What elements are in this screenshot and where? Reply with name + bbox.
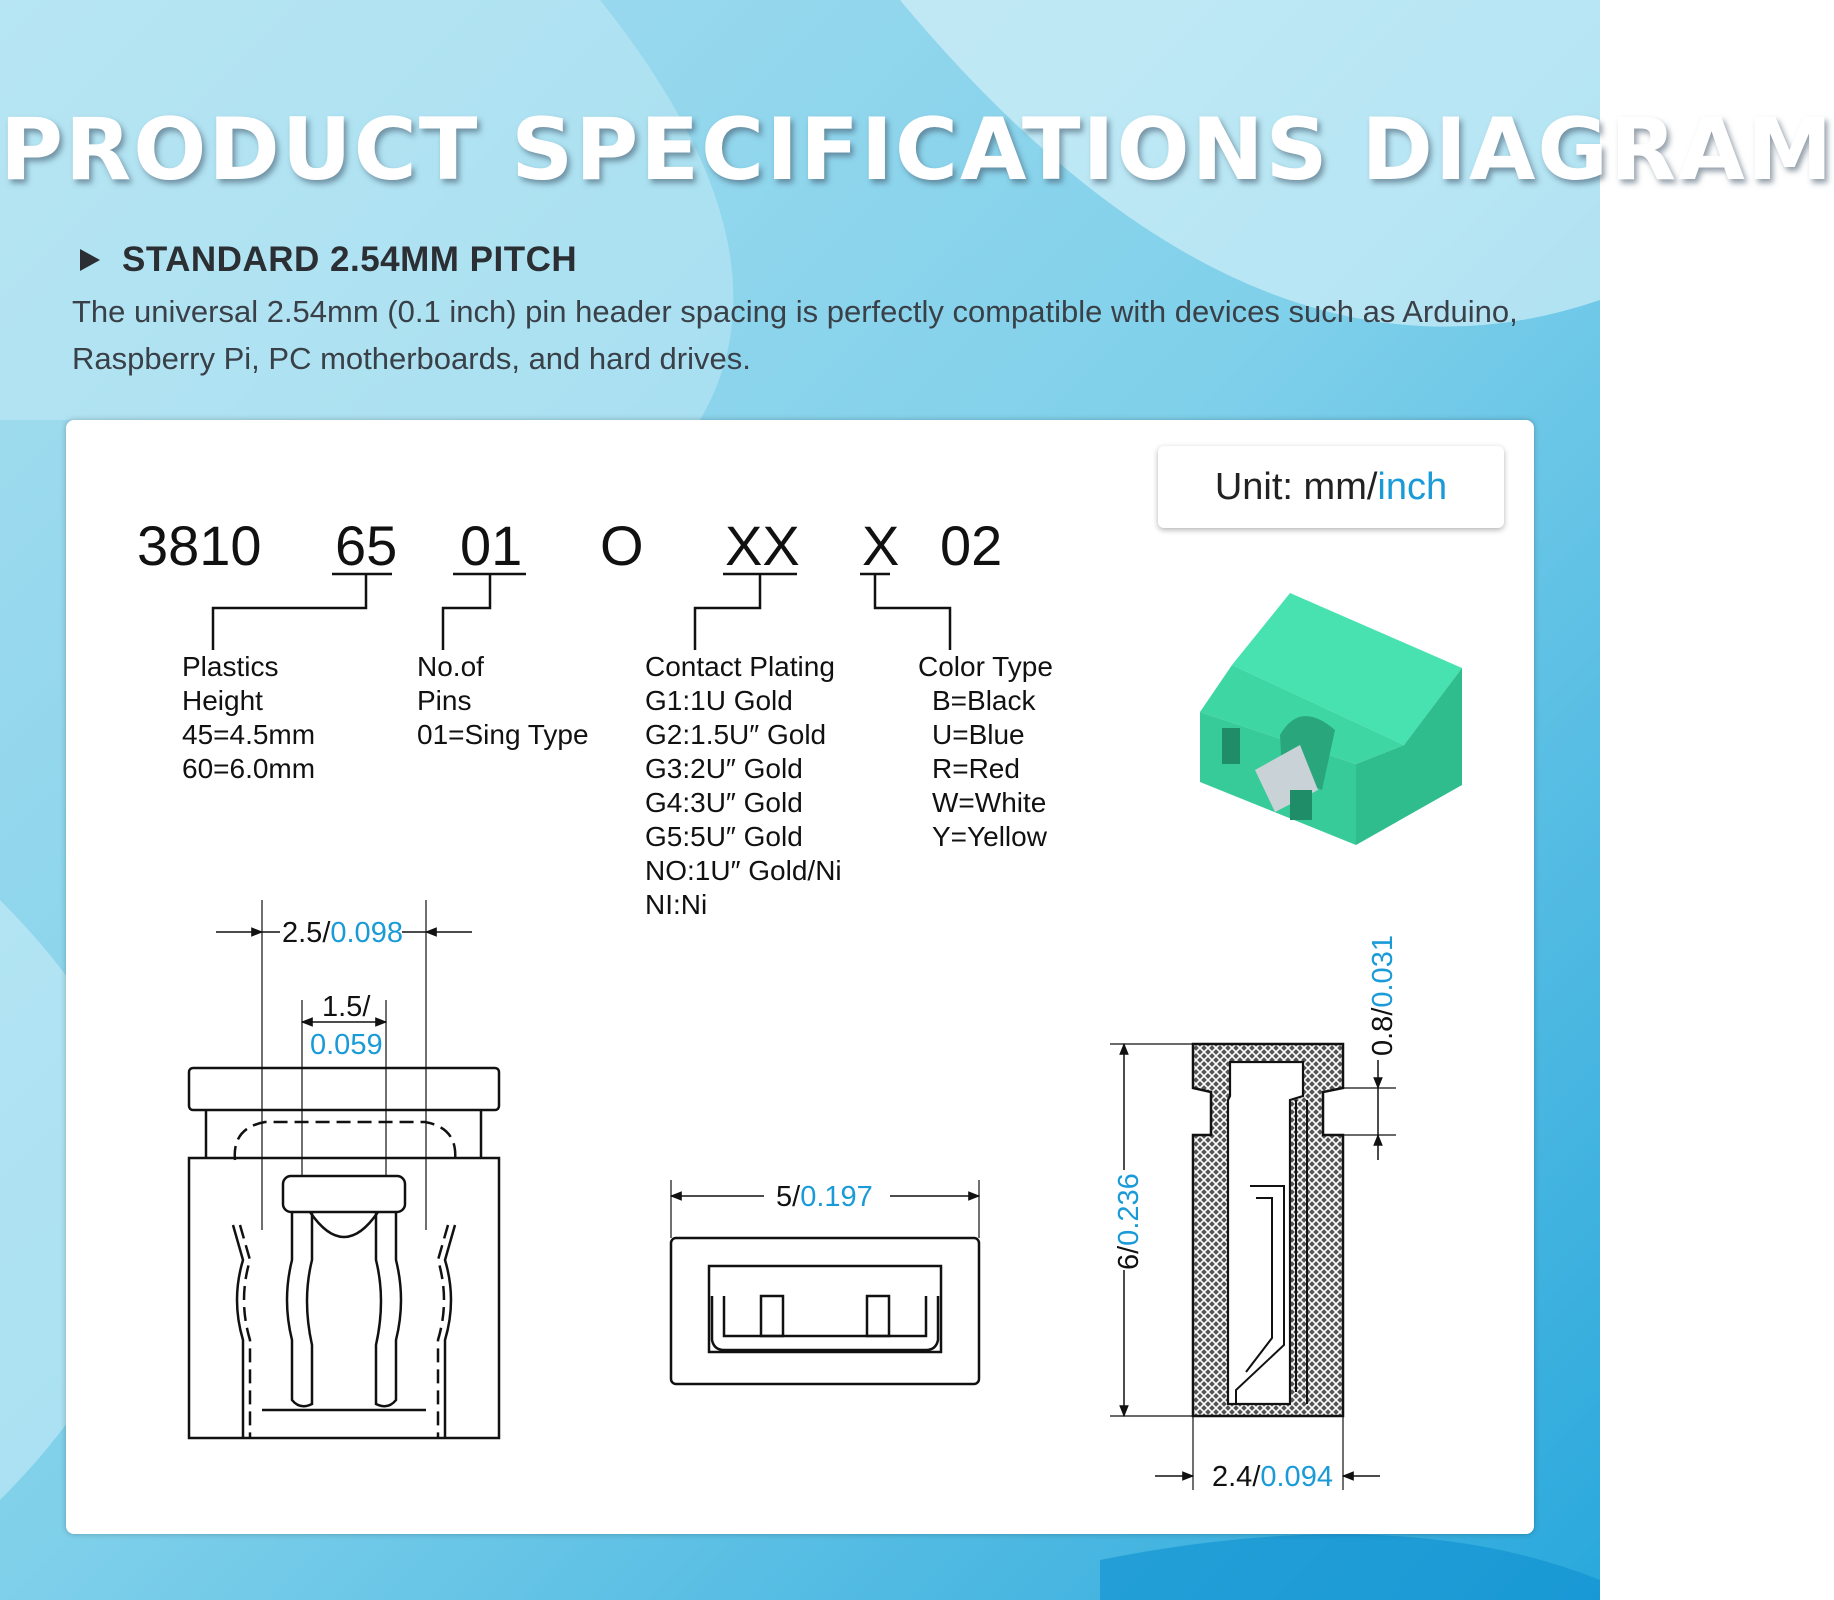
legend-color-line: R=Red [932,753,1020,784]
unit-label: Unit: mm/ [1214,465,1378,508]
code-o: O [600,514,644,577]
legend-plating-line: G5:5U″ Gold [645,821,803,852]
contact-gap-inch: 0.059 [310,1029,383,1061]
pitch-dimension [216,917,472,949]
code-color: X [862,514,900,577]
legend-plastics-line: Height [182,685,263,716]
width-inch: 0.197 [800,1181,873,1213]
contact-gap-dimension [302,991,386,1061]
wall-dimension [1367,935,1399,1160]
code-plating: XX [725,514,800,577]
legend-color-line: U=Blue [932,719,1025,750]
legend-pins-line: 01=Sing Type [417,719,589,750]
width-label [776,1181,873,1213]
jumper-cap-image [1200,593,1462,845]
legend-plating-line: Contact Plating [645,651,835,682]
depth-dimension [1155,1461,1380,1493]
legend-plating-line: G2:1.5U″ Gold [645,719,827,750]
legend-plating-line: NO:1U″ Gold/Ni [645,855,842,886]
pitch-label [282,917,403,949]
legend-plastics-line: 60=6.0mm [182,753,316,784]
height-mm: 6/ [1113,1245,1145,1270]
code-leader-lines [213,574,950,650]
section-heading-text: STANDARD 2.54MM PITCH [122,240,578,279]
legend-pins-line: Pins [417,685,472,716]
page-title: PRODUCT SPECIFICATIONS DIAGRAM [0,100,1834,200]
part-number-code [137,514,1002,577]
code-series: 3810 [137,514,262,577]
front-view-drawing [189,900,499,1438]
legend-color-line: Color Type [918,651,1053,682]
code-pins: 01 [460,514,523,577]
depth-label [1212,1461,1333,1493]
contact-gap-mm: 1.5/ [322,991,371,1023]
legend-pins [417,651,589,750]
legend-color [918,651,1053,852]
cross-section-drawing [1110,1044,1396,1490]
width-mm: 5/ [776,1181,801,1213]
legend-plating-line: G3:2U″ Gold [645,753,803,784]
height-label [1113,1173,1145,1270]
depth-inch: 0.094 [1260,1461,1333,1493]
width-dimension [671,1181,979,1213]
code-suffix: 02 [940,514,1003,577]
section-description: The universal 2.54mm (0.1 inch) pin header spacing is perfectly compatible with devices such as Arduino, Raspberry Pi, PC motherboards, and hard drives. [72,294,1518,376]
pitch-mm: 2.5/ [282,917,331,949]
unit-accent: inch [1377,465,1448,508]
height-dimension [1113,1044,1145,1416]
legend-color-line: W=White [932,787,1047,818]
legend-plastics-line: Plastics [182,651,279,682]
legend-pins-line: No.of [417,651,484,682]
depth-mm: 2.4/ [1212,1461,1261,1493]
legend-plating-line: G4:3U″ Gold [645,787,803,818]
legend-color-line: B=Black [932,685,1036,716]
wall-inch: 0.031 [1367,935,1399,1008]
legend-plating-line: NI:Ni [645,889,708,920]
wall-label [1367,935,1399,1056]
height-inch: 0.236 [1113,1173,1145,1246]
legend-plastics [182,651,315,784]
legend-plastics-line: 45=4.5mm [182,719,316,750]
wall-mm: 0.8/ [1367,1007,1399,1056]
code-height: 65 [335,514,398,577]
legend-plating-line: G1:1U Gold [645,685,793,716]
legend-plating [645,651,842,920]
legend-color-line: Y=Yellow [932,821,1047,852]
pitch-inch: 0.098 [330,917,403,949]
